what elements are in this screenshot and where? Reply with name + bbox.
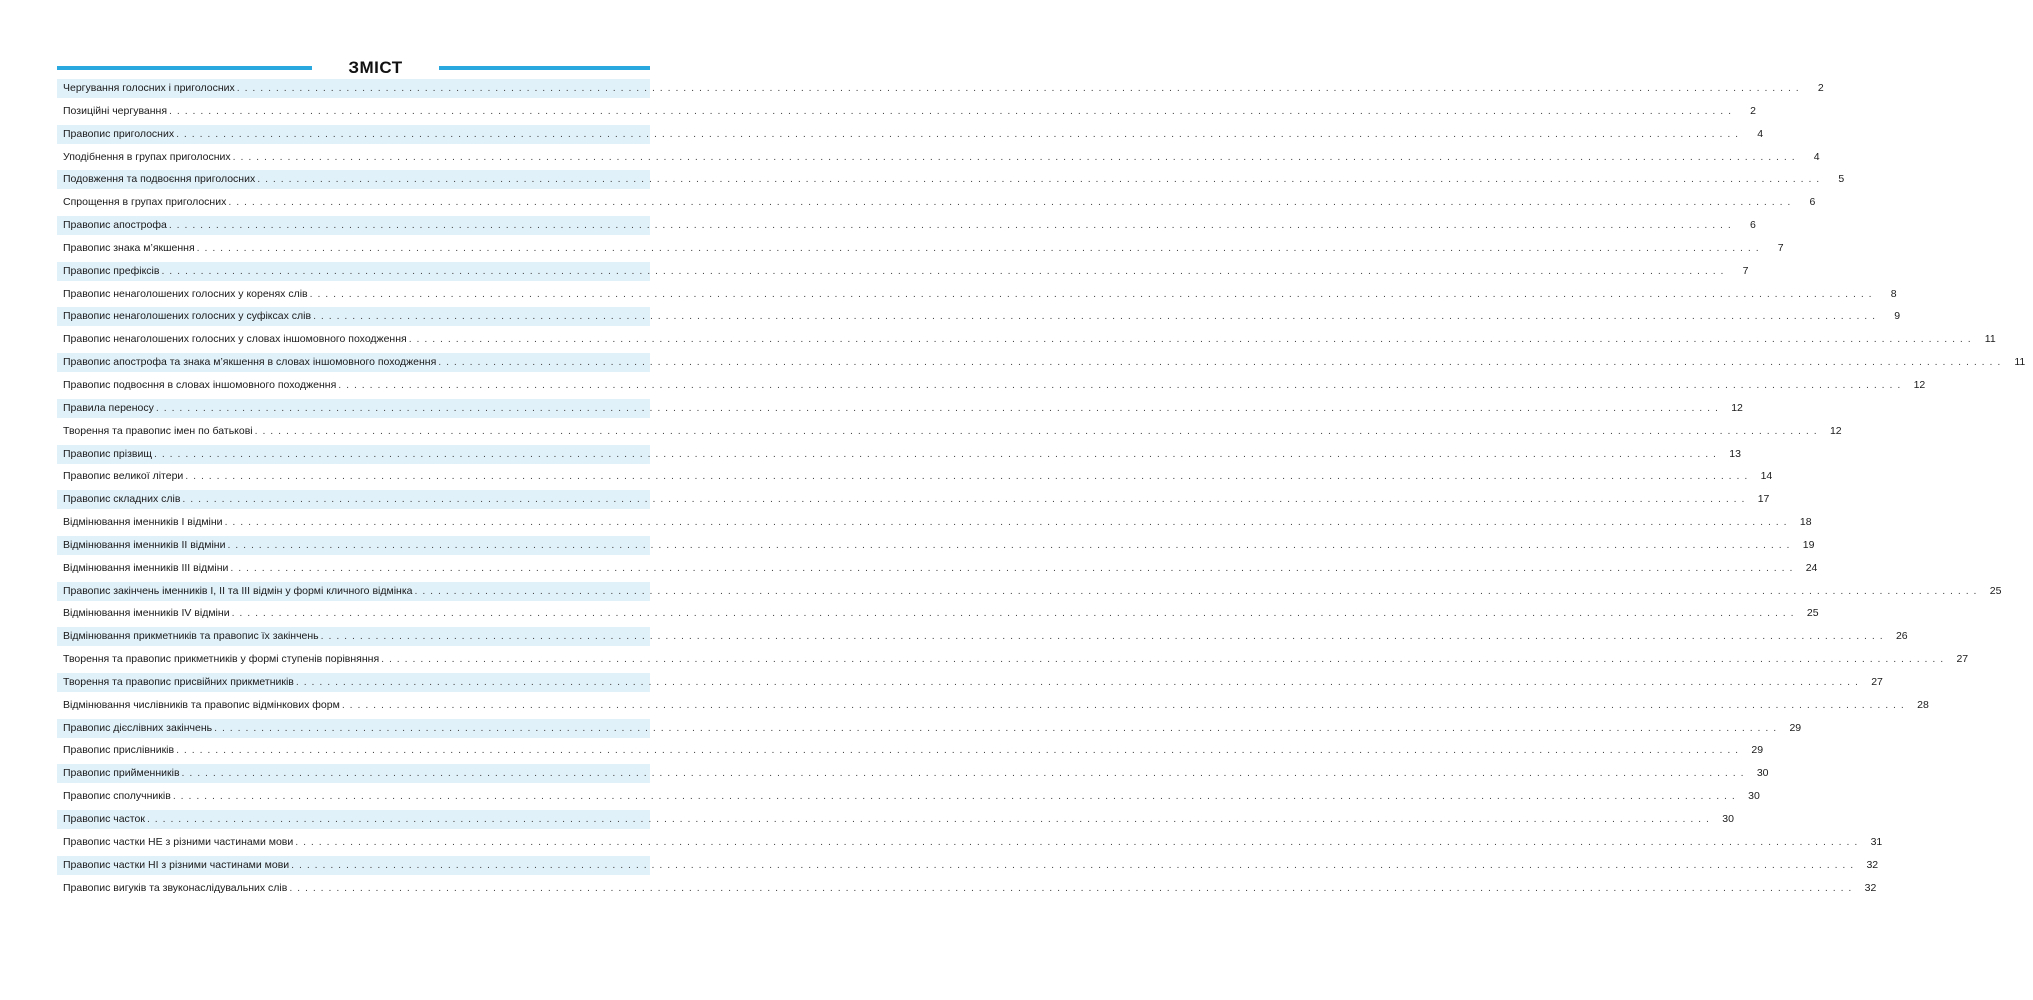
dot-leader: . . . . . . . . . . . . . . . . . . . . . . . . . . . . . . . . . . . . . . . . . . . . . . . . . . . . . . . . . . . . . . . . . . . . . . . . . . . . . . . . . . . . . . . . . . . . . . . . . . . . . . . . . . . . . . . . . . . . . . . . . . . . . . . . . . . . . . . . . . . . . . . . . . . . . . . . . . . . . . . . . . . . . . . . . . . . . . . . . . . . . . . . . . . . . . . . . . . . . . . . — [338, 378, 1902, 391]
toc-entry-title: Правопис великої літери — [63, 470, 184, 483]
toc-entry-title: Правопис сполучників — [63, 790, 171, 803]
toc-entry-page-number: 17 — [1757, 493, 1770, 506]
toc-entry-title: Правопис складних слів — [63, 493, 181, 506]
toc-entry-page-number: 6 — [1749, 219, 1756, 232]
toc-entry-title: Правопис прислівників — [63, 744, 175, 757]
toc-entry-title: Правопис ненаголошених голосних у суфіксах слів — [63, 310, 312, 323]
toc-entry-page-number: 4 — [1813, 150, 1820, 163]
toc-entry-page-number: 30 — [1748, 790, 1760, 803]
toc-entry-page-number: 8 — [1890, 287, 1897, 300]
dot-leader: . . . . . . . . . . . . . . . . . . . . . . . . . . . . . . . . . . . . . . . . . . . . . . . . . . . . . . . . . . . . . . . . . . . . . . . . . . . . . . . . . . . . . . . . . . . . . . . . . . . . . . . . . . . . . . . . . . . . . . . . . . . . . . . . . . . . . . . . . . . . . . . . . . . . . . . . . . . . . . . . . . . . . . . . . . . . . . . . . . . . . . . . . . . . . . . . . . . . . . . . — [414, 584, 1978, 597]
toc-entry[interactable] — [57, 422, 1842, 441]
dot-leader: . . . . . . . . . . . . . . . . . . . . . . . . . . . . . . . . . . . . . . . . . . . . . . . . . . . . . . . . . . . . . . . . . . . . . . . . . . . . . . . . . . . . . . . . . . . . . . . . . . . . . . . . . . . . . . . . . . . . . . . . . . . . . . . . . . . . . . . . . . . . . . . . . . . . . . . . . . . . . . . . . . . . . . . . . . . . . . . . . . . . . . . . . . . . . . . . . . . . . . . . — [224, 516, 1788, 529]
dot-leader: . . . . . . . . . . . . . . . . . . . . . . . . . . . . . . . . . . . . . . . . . . . . . . . . . . . . . . . . . . . . . . . . . . . . . . . . . . . . . . . . . . . . . . . . . . . . . . . . . . . . . . . . . . . . . . . . . . . . . . . . . . . . . . . . . . . . . . . . . . . . . . . . . . . . . . . . . . . . . . . . . . . . . . . . . . . . . . . . . . . . . . . . . . . . . . . . . . . . . . . . — [169, 104, 1733, 117]
toc-entry-page-number: 27 — [1871, 675, 1883, 688]
toc-entry-page-number: 18 — [1799, 516, 1812, 529]
toc-entry-page-number: 24 — [1805, 561, 1818, 574]
toc-entry-title: Відмінювання іменників ІІ відміни — [63, 538, 226, 551]
toc-entry-title: Правопис апострофа — [63, 219, 167, 232]
toc-entry-title: Правопис прізвищ — [63, 447, 152, 460]
toc-entry[interactable] — [57, 604, 1819, 623]
toc-entry-page-number: 19 — [1802, 538, 1815, 551]
toc-entry[interactable] — [57, 376, 1926, 395]
toc-entry-title: Правопис частки НЕ з різними частинами мови — [63, 835, 294, 848]
header-rule-left — [57, 66, 312, 70]
toc-entry[interactable] — [57, 102, 1757, 121]
toc-entry[interactable] — [57, 445, 1741, 464]
toc-entry-title: Правопис прийменників — [63, 767, 180, 780]
toc-entry-page-number: 25 — [1806, 607, 1819, 620]
dot-leader: . . . . . . . . . . . . . . . . . . . . . . . . . . . . . . . . . . . . . . . . . . . . . . . . . . . . . . . . . . . . . . . . . . . . . . . . . . . . . . . . . . . . . . . . . . . . . . . . . . . . . . . . . . . . . . . . . . . . . . . . . . . . . . . . . . . . . . . . . . . . . . . . . . . . . . . . . . . . . . . . . . . . . . . . . . . . . . . . . . . . . . . . . . . . . . . . . . . . . . . . — [146, 813, 1710, 825]
dot-leader: . . . . . . . . . . . . . . . . . . . . . . . . . . . . . . . . . . . . . . . . . . . . . . . . . . . . . . . . . . . . . . . . . . . . . . . . . . . . . . . . . . . . . . . . . . . . . . . . . . . . . . . . . . . . . . . . . . . . . . . . . . . . . . . . . . . . . . . . . . . . . . . . . . . . . . . . . . . . . . . . . . . . . . . . . . . . . . . . . . . . . . . . . . . . . . . . . . . . . . . . — [289, 881, 1853, 894]
dot-leader: . . . . . . . . . . . . . . . . . . . . . . . . . . . . . . . . . . . . . . . . . . . . . . . . . . . . . . . . . . . . . . . . . . . . . . . . . . . . . . . . . . . . . . . . . . . . . . . . . . . . . . . . . . . . . . . . . . . . . . . . . . . . . . . . . . . . . . . . . . . . . . . . . . . . . . . . . . . . . . . . . . . . . . . . . . . . . . . . . . . . . . . . . . . . . . . . . . . . . . . . — [438, 356, 2002, 369]
dot-leader: . . . . . . . . . . . . . . . . . . . . . . . . . . . . . . . . . . . . . . . . . . . . . . . . . . . . . . . . . . . . . . . . . . . . . . . . . . . . . . . . . . . . . . . . . . . . . . . . . . . . . . . . . . . . . . . . . . . . . . . . . . . . . . . . . . . . . . . . . . . . . . . . . . . . . . . . . . . . . . . . . . . . . . . . . . . . . . . . . . . . . . . . . . . . . . . . . . . . . . . . — [176, 744, 1740, 757]
dot-leader: . . . . . . . . . . . . . . . . . . . . . . . . . . . . . . . . . . . . . . . . . . . . . . . . . . . . . . . . . . . . . . . . . . . . . . . . . . . . . . . . . . . . . . . . . . . . . . . . . . . . . . . . . . . . . . . . . . . . . . . . . . . . . . . . . . . . . . . . . . . . . . . . . . . . . . . . . . . . . . . . . . . . . . . . . . . . . . . . . . . . . . . . . . . . . . . . . . . . . . . . — [214, 721, 1778, 734]
dot-leader: . . . . . . . . . . . . . . . . . . . . . . . . . . . . . . . . . . . . . . . . . . . . . . . . . . . . . . . . . . . . . . . . . . . . . . . . . . . . . . . . . . . . . . . . . . . . . . . . . . . . . . . . . . . . . . . . . . . . . . . . . . . . . . . . . . . . . . . . . . . . . . . . . . . . . . . . . . . . . . . . . . . . . . . . . . . . . . . . . . . . . . . . . . . . . . . . . . . . . . . . — [228, 196, 1792, 209]
dot-leader: . . . . . . . . . . . . . . . . . . . . . . . . . . . . . . . . . . . . . . . . . . . . . . . . . . . . . . . . . . . . . . . . . . . . . . . . . . . . . . . . . . . . . . . . . . . . . . . . . . . . . . . . . . . . . . . . . . . . . . . . . . . . . . . . . . . . . . . . . . . . . . . . . . . . . . . . . . . . . . . . . . . . . . . . . . . . . . . . . . . . . . . . . . . . . . . . . . . . . . . . — [176, 127, 1740, 140]
toc-entry[interactable] — [57, 856, 1879, 875]
toc-entry-title: Правопис знака м’якшення — [63, 241, 195, 254]
toc-entry-title: Відмінювання числівників та правопис відмінкових форм — [63, 698, 340, 711]
toc-entry-page-number: 6 — [1809, 196, 1816, 209]
toc-entry[interactable] — [57, 513, 1812, 532]
toc-entry[interactable] — [57, 307, 1901, 326]
toc-entry-page-number: 7 — [1742, 264, 1749, 277]
toc-entry[interactable] — [57, 193, 1816, 212]
toc-entry[interactable] — [57, 148, 1820, 167]
toc-entry-page-number: 25 — [1989, 584, 2002, 597]
toc-entry-page-number: 13 — [1729, 447, 1741, 460]
toc-entry[interactable] — [57, 879, 1877, 898]
dot-leader: . . . . . . . . . . . . . . . . . . . . . . . . . . . . . . . . . . . . . . . . . . . . . . . . . . . . . . . . . . . . . . . . . . . . . . . . . . . . . . . . . . . . . . . . . . . . . . . . . . . . . . . . . . . . . . . . . . . . . . . . . . . . . . . . . . . . . . . . . . . . . . . . . . . . . . . . . . . . . . . . . . . . . . . . . . . . . . . . . . . . . . . . . . . . . . . . . . . . . . . . — [181, 767, 1745, 780]
toc-entry[interactable] — [57, 787, 1760, 806]
dot-leader: . . . . . . . . . . . . . . . . . . . . . . . . . . . . . . . . . . . . . . . . . . . . . . . . . . . . . . . . . . . . . . . . . . . . . . . . . . . . . . . . . . . . . . . . . . . . . . . . . . . . . . . . . . . . . . . . . . . . . . . . . . . . . . . . . . . . . . . . . . . . . . . . . . . . . . . . . . . . . . . . . . . . . . . . . . . . . . . . . . . . . . . . . . . . . . . . . . . . . . . . — [341, 698, 1905, 711]
toc-entry-title: Правопис приголосних — [63, 127, 175, 140]
toc-entry-title: Правопис ненаголошених голосних у коренях слів — [63, 287, 308, 300]
toc-entry[interactable] — [57, 467, 1773, 486]
toc-entry[interactable] — [57, 741, 1764, 760]
toc-entry-title: Відмінювання іменників І відміни — [63, 516, 223, 529]
toc-entry[interactable] — [57, 239, 1784, 258]
toc-entry-page-number: 30 — [1756, 767, 1769, 780]
toc-entry[interactable] — [57, 696, 1929, 715]
toc-entry[interactable] — [57, 330, 1996, 349]
toc-entry[interactable] — [57, 353, 2026, 372]
dot-leader: . . . . . . . . . . . . . . . . . . . . . . . . . . . . . . . . . . . . . . . . . . . . . . . . . . . . . . . . . . . . . . . . . . . . . . . . . . . . . . . . . . . . . . . . . . . . . . . . . . . . . . . . . . . . . . . . . . . . . . . . . . . . . . . . . . . . . . . . . . . . . . . . . . . . . . . . . . . . . . . . . . . . . . . . . . . . . . . . . . . . . . . . . . . . . . . . . . . . . . . . — [236, 82, 1800, 94]
toc-entry-page-number: 7 — [1777, 241, 1784, 254]
toc-entry[interactable] — [57, 719, 1802, 738]
toc-entry-title: Подовження та подвоєння приголосних — [63, 173, 256, 186]
toc-entry[interactable] — [57, 582, 2002, 601]
toc-entry-page-number: 27 — [1956, 653, 1969, 666]
toc-entry[interactable] — [57, 559, 1818, 578]
toc-entry[interactable] — [57, 833, 1883, 852]
dot-leader: . . . . . . . . . . . . . . . . . . . . . . . . . . . . . . . . . . . . . . . . . . . . . . . . . . . . . . . . . . . . . . . . . . . . . . . . . . . . . . . . . . . . . . . . . . . . . . . . . . . . . . . . . . . . . . . . . . . . . . . . . . . . . . . . . . . . . . . . . . . . . . . . . . . . . . . . . . . . . . . . . . . . . . . . . . . . . . . . . . . . . . . . . . . . . . . . . . . . . . . . — [227, 538, 1791, 551]
dot-leader: . . . . . . . . . . . . . . . . . . . . . . . . . . . . . . . . . . . . . . . . . . . . . . . . . . . . . . . . . . . . . . . . . . . . . . . . . . . . . . . . . . . . . . . . . . . . . . . . . . . . . . . . . . . . . . . . . . . . . . . . . . . . . . . . . . . . . . . . . . . . . . . . . . . . . . . . . . . . . . . . . . . . . . . . . . . . . . . . . . . . . . . . . . . . . . . . . . . . . . . . — [185, 470, 1749, 483]
toc-entry-page-number: 31 — [1870, 835, 1883, 848]
toc-entry-title: Відмінювання іменників ІІІ відміни — [63, 561, 229, 574]
toc-entry-page-number: 11 — [2014, 356, 2026, 369]
dot-leader: . . . . . . . . . . . . . . . . . . . . . . . . . . . . . . . . . . . . . . . . . . . . . . . . . . . . . . . . . . . . . . . . . . . . . . . . . . . . . . . . . . . . . . . . . . . . . . . . . . . . . . . . . . . . . . . . . . . . . . . . . . . . . . . . . . . . . . . . . . . . . . . . . . . . . . . . . . . . . . . . . . . . . . . . . . . . . . . . . . . . . . . . . . . . . . . . . . . . . . . . — [320, 630, 1884, 643]
toc-entry-title: Позиційні чергування — [63, 104, 168, 117]
dot-leader: . . . . . . . . . . . . . . . . . . . . . . . . . . . . . . . . . . . . . . . . . . . . . . . . . . . . . . . . . . . . . . . . . . . . . . . . . . . . . . . . . . . . . . . . . . . . . . . . . . . . . . . . . . . . . . . . . . . . . . . . . . . . . . . . . . . . . . . . . . . . . . . . . . . . . . . . . . . . . . . . . . . . . . . . . . . . . . . . . . . . . . . . . . . . . . . . . . . . . . . . — [295, 675, 1859, 688]
toc-entry[interactable] — [57, 764, 1769, 783]
dot-leader: . . . . . . . . . . . . . . . . . . . . . . . . . . . . . . . . . . . . . . . . . . . . . . . . . . . . . . . . . . . . . . . . . . . . . . . . . . . . . . . . . . . . . . . . . . . . . . . . . . . . . . . . . . . . . . . . . . . . . . . . . . . . . . . . . . . . . . . . . . . . . . . . . . . . . . . . . . . . . . . . . . . . . . . . . . . . . . . . . . . . . . . . . . . . . . . . . . . . . . . . — [172, 790, 1736, 803]
toc-entry-title: Правопис дієслівних закінчень — [63, 721, 213, 734]
toc-entry[interactable] — [57, 216, 1756, 235]
toc-entry-page-number: 2 — [1817, 82, 1824, 94]
toc-entry-title: Уподібнення в групах приголосних — [63, 150, 231, 163]
toc-entry-page-number: 14 — [1760, 470, 1773, 483]
toc-entry-title: Творення та правопис прикметників у формі ступенів порівняння — [63, 653, 380, 666]
dot-leader: . . . . . . . . . . . . . . . . . . . . . . . . . . . . . . . . . . . . . . . . . . . . . . . . . . . . . . . . . . . . . . . . . . . . . . . . . . . . . . . . . . . . . . . . . . . . . . . . . . . . . . . . . . . . . . . . . . . . . . . . . . . . . . . . . . . . . . . . . . . . . . . . . . . . . . . . . . . . . . . . . . . . . . . . . . . . . . . . . . . . . . . . . . . . . . . . . . . . . . . . — [254, 424, 1818, 437]
toc-entry-page-number: 32 — [1864, 881, 1877, 894]
toc-entry[interactable] — [57, 627, 1908, 646]
toc-entry-title: Творення та правопис присвійних прикметників — [63, 675, 294, 688]
dot-leader: . . . . . . . . . . . . . . . . . . . . . . . . . . . . . . . . . . . . . . . . . . . . . . . . . . . . . . . . . . . . . . . . . . . . . . . . . . . . . . . . . . . . . . . . . . . . . . . . . . . . . . . . . . . . . . . . . . . . . . . . . . . . . . . . . . . . . . . . . . . . . . . . . . . . . . . . . . . . . . . . . . . . . . . . . . . . . . . . . . . . . . . . . . . . . . . . . . . . . . . . — [161, 264, 1725, 277]
toc-entry-page-number: 26 — [1895, 630, 1908, 643]
toc-entry-title: Правопис подвоєння в словах іншомовного походження — [63, 378, 337, 391]
dot-leader: . . . . . . . . . . . . . . . . . . . . . . . . . . . . . . . . . . . . . . . . . . . . . . . . . . . . . . . . . . . . . . . . . . . . . . . . . . . . . . . . . . . . . . . . . . . . . . . . . . . . . . . . . . . . . . . . . . . . . . . . . . . . . . . . . . . . . . . . . . . . . . . . . . . . . . . . . . . . . . . . . . . . . . . . . . . . . . . . . . . . . . . . . . . . . . . . . . . . . . . . — [408, 333, 1972, 346]
toc-entry-page-number: 9 — [1894, 310, 1901, 323]
toc-entry-title: Правопис частки НІ з різними частинами мови — [63, 858, 290, 871]
page-title: ЗМІСТ — [348, 58, 403, 77]
header-rule-right — [439, 66, 650, 70]
toc-entry-title: Відмінювання іменників IV відміни — [63, 607, 230, 620]
toc-entry[interactable] — [57, 262, 1749, 281]
toc-entry-page-number: 12 — [1731, 401, 1743, 414]
dot-leader: . . . . . . . . . . . . . . . . . . . . . . . . . . . . . . . . . . . . . . . . . . . . . . . . . . . . . . . . . . . . . . . . . . . . . . . . . . . . . . . . . . . . . . . . . . . . . . . . . . . . . . . . . . . . . . . . . . . . . . . . . . . . . . . . . . . . . . . . . . . . . . . . . . . . . . . . . . . . . . . . . . . . . . . . . . . . . . . . . . . . . . . . . . . . . . . . . . . . . . . . — [291, 858, 1855, 871]
toc-entry[interactable] — [57, 673, 1883, 692]
dot-leader: . . . . . . . . . . . . . . . . . . . . . . . . . . . . . . . . . . . . . . . . . . . . . . . . . . . . . . . . . . . . . . . . . . . . . . . . . . . . . . . . . . . . . . . . . . . . . . . . . . . . . . . . . . . . . . . . . . . . . . . . . . . . . . . . . . . . . . . . . . . . . . . . . . . . . . . . . . . . . . . . . . . . . . . . . . . . . . . . . . . . . . . . . . . . . . . . . . . . . . . . — [381, 653, 1945, 666]
toc-entry-page-number: 29 — [1789, 721, 1802, 734]
toc-entry-title: Правопис вигуків та звуконаслідувальних слів — [63, 881, 288, 894]
toc-entry[interactable] — [57, 285, 1897, 304]
toc-entry-page-number: 11 — [1984, 333, 1996, 346]
toc-entry-title: Правопис префіксів — [63, 264, 160, 277]
dot-leader: . . . . . . . . . . . . . . . . . . . . . . . . . . . . . . . . . . . . . . . . . . . . . . . . . . . . . . . . . . . . . . . . . . . . . . . . . . . . . . . . . . . . . . . . . . . . . . . . . . . . . . . . . . . . . . . . . . . . . . . . . . . . . . . . . . . . . . . . . . . . . . . . . . . . . . . . . . . . . . . . . . . . . . . . . . . . . . . . . . . . . . . . . . . . . . . . . . . . . . . . — [168, 219, 1732, 232]
dot-leader: . . . . . . . . . . . . . . . . . . . . . . . . . . . . . . . . . . . . . . . . . . . . . . . . . . . . . . . . . . . . . . . . . . . . . . . . . . . . . . . . . . . . . . . . . . . . . . . . . . . . . . . . . . . . . . . . . . . . . . . . . . . . . . . . . . . . . . . . . . . . . . . . . . . . . . . . . . . . . . . . . . . . . . . . . . . . . . . . . . . . . . . . . . . . . . . . . . . . . . . . — [154, 447, 1717, 460]
toc-entry-page-number: 5 — [1838, 173, 1845, 186]
dot-leader: . . . . . . . . . . . . . . . . . . . . . . . . . . . . . . . . . . . . . . . . . . . . . . . . . . . . . . . . . . . . . . . . . . . . . . . . . . . . . . . . . . . . . . . . . . . . . . . . . . . . . . . . . . . . . . . . . . . . . . . . . . . . . . . . . . . . . . . . . . . . . . . . . . . . . . . . . . . . . . . . . . . . . . . . . . . . . . . . . . . . . . . . . . . . . . . . . . . . . . . . — [257, 173, 1821, 186]
toc-entry-page-number: 28 — [1917, 698, 1929, 711]
dot-leader: . . . . . . . . . . . . . . . . . . . . . . . . . . . . . . . . . . . . . . . . . . . . . . . . . . . . . . . . . . . . . . . . . . . . . . . . . . . . . . . . . . . . . . . . . . . . . . . . . . . . . . . . . . . . . . . . . . . . . . . . . . . . . . . . . . . . . . . . . . . . . . . . . . . . . . . . . . . . . . . . . . . . . . . . . . . . . . . . . . . . . . . . . . . . . . . . . . . . . . . . — [155, 401, 1719, 414]
toc-header — [57, 58, 650, 80]
toc-entry[interactable] — [57, 490, 1770, 509]
toc-entry[interactable] — [57, 650, 1969, 669]
toc-entry-title: Творення та правопис імен по батькові — [63, 424, 253, 437]
toc-entry-page-number: 29 — [1751, 744, 1764, 757]
toc-entry-title: Правила переносу — [63, 401, 154, 414]
toc-entry-page-number: 4 — [1757, 127, 1764, 140]
toc-entry-title: Відмінювання прикметників та правопис їх закінчень — [63, 630, 319, 643]
toc-entry-title: Правопис часток — [63, 813, 145, 825]
toc-entry-page-number: 12 — [1913, 378, 1926, 391]
toc-entry-title: Правопис закінчень іменників І, ІІ та ІІІ відмін у формі кличного відмінка — [63, 584, 413, 597]
dot-leader: . . . . . . . . . . . . . . . . . . . . . . . . . . . . . . . . . . . . . . . . . . . . . . . . . . . . . . . . . . . . . . . . . . . . . . . . . . . . . . . . . . . . . . . . . . . . . . . . . . . . . . . . . . . . . . . . . . . . . . . . . . . . . . . . . . . . . . . . . . . . . . . . . . . . . . . . . . . . . . . . . . . . . . . . . . . . . . . . . . . . . . . . . . . . . . . . . . . . . . . . — [182, 493, 1746, 506]
toc-entry[interactable] — [57, 399, 1743, 418]
dot-leader: . . . . . . . . . . . . . . . . . . . . . . . . . . . . . . . . . . . . . . . . . . . . . . . . . . . . . . . . . . . . . . . . . . . . . . . . . . . . . . . . . . . . . . . . . . . . . . . . . . . . . . . . . . . . . . . . . . . . . . . . . . . . . . . . . . . . . . . . . . . . . . . . . . . . . . . . . . . . . . . . . . . . . . . . . . . . . . . . . . . . . . . . . . . . . . . . . . . . . . . . — [231, 607, 1795, 620]
table-of-contents — [57, 79, 2026, 901]
toc-entry-title: Спрощення в групах приголосних — [63, 196, 227, 209]
toc-entry[interactable] — [57, 79, 1824, 98]
toc-entry[interactable] — [57, 170, 1845, 189]
toc-entry-page-number: 12 — [1829, 424, 1842, 437]
toc-entry-title: Правопис ненаголошених голосних у словах іншомовного походження — [63, 333, 407, 346]
toc-entry-title: Чергування голосних і приголосних — [63, 82, 235, 94]
dot-leader: . . . . . . . . . . . . . . . . . . . . . . . . . . . . . . . . . . . . . . . . . . . . . . . . . . . . . . . . . . . . . . . . . . . . . . . . . . . . . . . . . . . . . . . . . . . . . . . . . . . . . . . . . . . . . . . . . . . . . . . . . . . . . . . . . . . . . . . . . . . . . . . . . . . . . . . . . . . . . . . . . . . . . . . . . . . . . . . . . . . . . . . . . . . . . . . . . . . . . . . . — [196, 241, 1760, 254]
dot-leader: . . . . . . . . . . . . . . . . . . . . . . . . . . . . . . . . . . . . . . . . . . . . . . . . . . . . . . . . . . . . . . . . . . . . . . . . . . . . . . . . . . . . . . . . . . . . . . . . . . . . . . . . . . . . . . . . . . . . . . . . . . . . . . . . . . . . . . . . . . . . . . . . . . . . . . . . . . . . . . . . . . . . . . . . . . . . . . . . . . . . . . . . . . . . . . . . . . . . . . . . — [232, 150, 1796, 163]
toc-entry-page-number: 32 — [1866, 858, 1879, 871]
toc-entry[interactable] — [57, 125, 1764, 144]
dot-leader: . . . . . . . . . . . . . . . . . . . . . . . . . . . . . . . . . . . . . . . . . . . . . . . . . . . . . . . . . . . . . . . . . . . . . . . . . . . . . . . . . . . . . . . . . . . . . . . . . . . . . . . . . . . . . . . . . . . . . . . . . . . . . . . . . . . . . . . . . . . . . . . . . . . . . . . . . . . . . . . . . . . . . . . . . . . . . . . . . . . . . . . . . . . . . . . . . . . . . . . . — [230, 561, 1794, 574]
dot-leader: . . . . . . . . . . . . . . . . . . . . . . . . . . . . . . . . . . . . . . . . . . . . . . . . . . . . . . . . . . . . . . . . . . . . . . . . . . . . . . . . . . . . . . . . . . . . . . . . . . . . . . . . . . . . . . . . . . . . . . . . . . . . . . . . . . . . . . . . . . . . . . . . . . . . . . . . . . . . . . . . . . . . . . . . . . . . . . . . . . . . . . . . . . . . . . . . . . . . . . . . — [295, 835, 1859, 848]
toc-entry-title: Правопис апострофа та знака м’якшення в словах іншомовного походження — [63, 356, 437, 369]
toc-entry-page-number: 30 — [1722, 813, 1734, 825]
dot-leader: . . . . . . . . . . . . . . . . . . . . . . . . . . . . . . . . . . . . . . . . . . . . . . . . . . . . . . . . . . . . . . . . . . . . . . . . . . . . . . . . . . . . . . . . . . . . . . . . . . . . . . . . . . . . . . . . . . . . . . . . . . . . . . . . . . . . . . . . . . . . . . . . . . . . . . . . . . . . . . . . . . . . . . . . . . . . . . . . . . . . . . . . . . . . . . . . . . . . . . . . — [309, 287, 1873, 300]
toc-entry[interactable] — [57, 536, 1815, 555]
dot-leader: . . . . . . . . . . . . . . . . . . . . . . . . . . . . . . . . . . . . . . . . . . . . . . . . . . . . . . . . . . . . . . . . . . . . . . . . . . . . . . . . . . . . . . . . . . . . . . . . . . . . . . . . . . . . . . . . . . . . . . . . . . . . . . . . . . . . . . . . . . . . . . . . . . . . . . . . . . . . . . . . . . . . . . . . . . . . . . . . . . . . . . . . . . . . . . . . . . . . . . . . — [313, 310, 1877, 323]
toc-entry[interactable] — [57, 810, 1734, 829]
toc-entry-page-number: 2 — [1750, 104, 1757, 117]
